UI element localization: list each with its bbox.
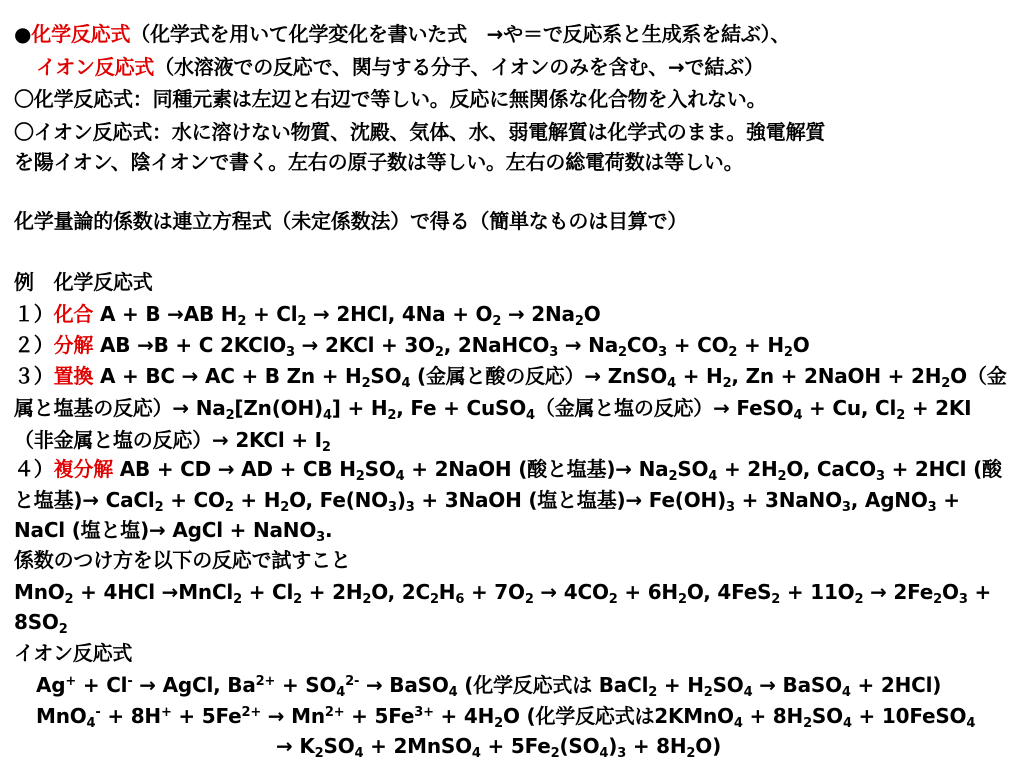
keyword-highlight: 置換 — [53, 364, 94, 388]
subscript: 2 — [803, 716, 812, 731]
subscript: 2 — [429, 592, 439, 607]
text-segment: + CO — [667, 333, 729, 357]
subscript: 2 — [618, 345, 627, 360]
text-segment: NaCl (塩と塩)→ AgCl + NaNO — [14, 518, 317, 542]
text-segment: O, 2C — [371, 580, 430, 604]
text-segment: イオン反応式 — [14, 641, 133, 665]
example-double-decomposition — [14, 457, 1010, 484]
text-segment: 〇イオン反応式：水に溶けない物質、沈殿、気体、水、弱電解質は化学式のまま。強電解質 — [14, 120, 826, 144]
subscript: 2 — [224, 500, 234, 515]
superscript: 2+ — [241, 705, 262, 720]
subscript: 2 — [314, 746, 324, 761]
text-segment: → 2Na — [501, 302, 575, 326]
subscript: 3 — [658, 345, 668, 360]
subscript: 4 — [708, 469, 718, 484]
text-segment: → 2Fe — [863, 580, 934, 604]
text-segment: ) — [608, 734, 618, 758]
superscript: 2- — [345, 674, 360, 689]
subscript: 2 — [854, 592, 864, 607]
example-substitution — [14, 364, 1010, 391]
subscript: 4 — [842, 716, 852, 731]
text-segment: O — [942, 580, 959, 604]
text-segment: + 2MnSO — [363, 734, 472, 758]
subscript: 2 — [492, 314, 502, 329]
text-segment: + H — [233, 488, 281, 512]
subscript: 4 — [322, 408, 332, 423]
text-segment: O — [792, 333, 810, 357]
text-segment: + 4H — [433, 704, 495, 728]
superscript: + — [65, 674, 77, 689]
text-segment: → 4CO — [533, 580, 609, 604]
text-segment: → Mn — [261, 704, 325, 728]
text-segment: + Cl — [246, 302, 298, 326]
text-segment: → 2HCl, 4Na + O — [306, 302, 493, 326]
text-segment: O) — [695, 734, 722, 758]
text-segment: + 5Fe — [344, 704, 415, 728]
text-segment: 〇化学反応式：同種元素は左辺と右辺で等しい。反応に無関係な化合物を入れない。 — [14, 87, 767, 111]
text-segment: A + BC → AC + B Zn + H — [93, 364, 362, 388]
example-heading — [14, 270, 1010, 294]
subscript: 2 — [728, 345, 738, 360]
text-segment: + 8H — [742, 704, 804, 728]
text-segment: SO — [370, 364, 402, 388]
keyword-highlight: 分解 — [53, 333, 94, 357]
text-segment: SO — [712, 673, 744, 697]
definition-chemical-equation — [14, 22, 1010, 46]
subscript: 3 — [549, 345, 559, 360]
text-segment: + CO — [163, 488, 225, 512]
text-segment: ２） — [14, 333, 54, 357]
text-segment: + H — [737, 333, 784, 357]
text-segment: + 5Fe — [171, 704, 242, 728]
subscript: 4 — [743, 685, 753, 700]
text-segment: + 2H — [302, 580, 363, 604]
text-segment: , AgNO — [850, 488, 928, 512]
superscript: + — [160, 705, 172, 720]
text-segment: MnO — [36, 704, 87, 728]
keyword-highlight: 複分解 — [53, 457, 114, 481]
subscript: 4 — [841, 685, 851, 700]
subscript: 4 — [471, 746, 481, 761]
text-segment: （化学式を用いて化学変化を書いた式 →や＝で反応系と生成系を結ぶ）、 — [130, 22, 791, 46]
subscript: 3 — [316, 530, 325, 545]
subscript: 4 — [401, 376, 411, 391]
text-segment: 化学量論的係数は連立方程式（未定係数法）で得る（簡単なものは目算で） — [14, 209, 688, 233]
subscript: 3 — [841, 500, 851, 515]
text-segment: 例 化学反応式 — [14, 270, 153, 294]
text-segment: + 3NaOH (塩と塩基)→ Fe(OH) — [414, 488, 727, 512]
subscript: 2 — [58, 622, 68, 637]
text-segment: H — [438, 580, 456, 604]
text-segment: + Cu, Cl — [802, 396, 897, 420]
subscript: 3 — [927, 500, 937, 515]
subscript: 2 — [933, 592, 943, 607]
example-double-decomposition-cont-2 — [14, 518, 1010, 545]
text-segment: (SO — [559, 734, 600, 758]
subscript: 2 — [524, 592, 534, 607]
text-segment: → BaSO — [359, 673, 449, 697]
subscript: 2 — [154, 500, 164, 515]
text-segment: CO — [626, 333, 659, 357]
text-segment: を陽イオン、陰イオンで書く。左右の原子数は等しい。左右の総電荷数は等しい。 — [14, 150, 744, 174]
subscript: 2 — [225, 408, 235, 423]
text-segment: ４） — [14, 457, 54, 481]
text-segment: + SO — [275, 673, 337, 697]
subscript: 6 — [455, 592, 465, 607]
text-segment: + 2KI — [905, 396, 972, 420]
text-segment: + 2HCl (酸 — [884, 457, 1002, 481]
example-substitution-cont-2 — [14, 428, 1010, 455]
text-segment: O（金 — [950, 364, 1007, 388]
subscript: 4 — [793, 408, 803, 423]
subscript: 2 — [550, 746, 560, 761]
text-segment: → 2KCl + 3O — [294, 333, 435, 357]
text-segment: + 11O — [780, 580, 855, 604]
subscript: 2 — [896, 408, 906, 423]
subscript: 2 — [574, 314, 584, 329]
superscript: - — [95, 705, 101, 720]
text-segment: MnO — [14, 580, 65, 604]
keyword-highlight: 化合 — [53, 302, 94, 326]
subscript: 2 — [362, 592, 372, 607]
text-segment: → BaSO — [752, 673, 842, 697]
superscript: 2+ — [255, 674, 276, 689]
text-segment: , 2NaHCO — [443, 333, 550, 357]
subscript: 2 — [777, 469, 787, 484]
text-segment: , Fe + CuSO — [396, 396, 527, 420]
text-segment: O, Fe(NO — [289, 488, 388, 512]
text-segment: + 4HCl →MnCl — [73, 580, 234, 604]
text-segment: + 10FeSO — [851, 704, 967, 728]
subscript: 2 — [608, 592, 618, 607]
text-segment: (化学反応式は BaCl — [457, 673, 649, 697]
text-segment: （水溶液での反応で、関与する分子、イオンのみを含む、→で結ぶ） — [154, 55, 764, 79]
text-segment: + 5Fe — [480, 734, 551, 758]
text-segment: （金属と塩の反応）→ FeSO — [534, 396, 794, 420]
subscript: 4 — [448, 685, 458, 700]
text-segment: → AgCl, Ba — [132, 673, 256, 697]
subscript: 4 — [733, 716, 743, 731]
subscript: 2 — [64, 592, 74, 607]
ionic-equation-heading — [14, 641, 1010, 665]
text-segment: + H — [675, 364, 723, 388]
text-segment: + Cl — [241, 580, 294, 604]
text-segment: + 3NaNO — [734, 488, 842, 512]
exercise-equations-cont — [14, 610, 1010, 637]
ionic-example-1 — [36, 673, 1024, 700]
rule-ionic-equation-continued — [14, 150, 1010, 174]
subscript: 2 — [703, 685, 713, 700]
subscript: 4 — [86, 716, 96, 731]
subscript: 2 — [648, 685, 658, 700]
text-segment: AB + CD → AD + CB H — [113, 457, 356, 481]
text-segment: ] + H — [331, 396, 388, 420]
text-segment: 係数のつけ方を以下の反応で試すこと — [14, 548, 351, 572]
example-combination — [14, 302, 1010, 329]
subscript: 2 — [293, 592, 303, 607]
text-segment: ) — [396, 488, 406, 512]
text-segment: + — [967, 580, 992, 604]
text-segment: + 2H — [717, 457, 778, 481]
exercise-equations — [14, 580, 1010, 607]
text-segment: + 8H — [100, 704, 161, 728]
keyword-highlight: イオン反応式 — [36, 55, 155, 79]
subscript: 2 — [280, 500, 290, 515]
text-segment: ３） — [14, 364, 54, 388]
text-segment: SO — [364, 457, 396, 481]
subscript: 3 — [617, 746, 627, 761]
subscript: 3 — [405, 500, 415, 515]
subscript: 2 — [668, 469, 678, 484]
text-segment: + Cl — [76, 673, 128, 697]
subscript: 2 — [722, 376, 732, 391]
definition-ionic-equation — [36, 55, 1024, 79]
subscript: 2 — [783, 345, 793, 360]
text-segment: + 6H — [617, 580, 678, 604]
subscript: 2 — [677, 592, 687, 607]
subscript: 4 — [395, 469, 405, 484]
subscript: 2 — [233, 592, 242, 607]
text-segment: → K — [276, 734, 315, 758]
example-decomposition — [14, 333, 1010, 360]
text-segment: （非金属と塩の反応）→ 2KCl + I — [14, 428, 322, 452]
subscript: 2 — [494, 716, 503, 731]
subscript: 4 — [966, 716, 976, 731]
text-segment: + H — [657, 673, 704, 697]
text-segment: + 7O — [464, 580, 525, 604]
text-segment: , Zn + 2NaOH + 2H — [731, 364, 942, 388]
text-segment: SO — [811, 704, 843, 728]
text-segment: (金属と酸の反応）→ ZnSO — [410, 364, 668, 388]
subscript: 2 — [941, 376, 951, 391]
text-segment: + — [936, 488, 960, 512]
text-segment: １） — [14, 302, 54, 326]
subscript: 4 — [526, 408, 535, 423]
subscript: 3 — [875, 469, 885, 484]
subscript: 3 — [387, 500, 397, 515]
text-segment: Ag — [36, 673, 66, 697]
subscript: 4 — [667, 376, 676, 391]
subscript: 2 — [297, 314, 307, 329]
subscript: 2 — [361, 376, 371, 391]
text-segment: 属と塩基の反応）→ Na — [14, 396, 226, 420]
text-segment: + 2HCl) — [850, 673, 942, 697]
text-segment: + 2NaOH (酸と塩基)→ Na — [404, 457, 669, 481]
text-segment: O, 4FeS — [686, 580, 772, 604]
subscript: 3 — [286, 345, 295, 360]
subscript: 2 — [771, 592, 781, 607]
superscript: 3+ — [414, 705, 434, 720]
example-substitution-cont-1 — [14, 396, 1010, 423]
subscript: 2 — [355, 469, 365, 484]
exercise-heading — [14, 548, 1010, 572]
example-double-decomposition-cont-1 — [14, 488, 1010, 515]
text-segment: AB →B + C 2KClO — [93, 333, 287, 357]
text-segment: [Zn(OH) — [234, 396, 323, 420]
text-segment: + 8H — [626, 734, 687, 758]
subscript: 2 — [686, 746, 696, 761]
text-segment: O — [583, 302, 601, 326]
text-segment: O (化学反応式は2KMnO — [502, 704, 734, 728]
ionic-example-2-cont — [276, 734, 1024, 761]
text-segment: と塩基)→ CaCl — [14, 488, 155, 512]
subscript: 3 — [958, 592, 968, 607]
text-segment: 8SO — [14, 610, 59, 634]
subscript: 4 — [354, 746, 364, 761]
superscript: 2+ — [324, 705, 345, 720]
keyword-highlight: 化学反応式 — [31, 22, 131, 46]
subscript: 2 — [237, 314, 247, 329]
subscript: 3 — [726, 500, 735, 515]
subscript: 2 — [387, 408, 397, 423]
subscript: 4 — [599, 746, 609, 761]
superscript: - — [127, 674, 133, 689]
subscript: 2 — [434, 345, 444, 360]
rule-chemical-equation — [14, 87, 1010, 111]
text-segment: ● — [14, 22, 32, 46]
text-segment: A + B →AB H — [93, 302, 238, 326]
stoichiometry-note — [14, 209, 1010, 233]
rule-ionic-equation — [14, 120, 1010, 144]
subscript: 4 — [336, 685, 346, 700]
text-segment: SO — [677, 457, 709, 481]
text-segment: O, CaCO — [786, 457, 876, 481]
text-segment: SO — [323, 734, 355, 758]
subscript: 2 — [321, 440, 331, 455]
text-segment: → Na — [558, 333, 619, 357]
text-segment: . — [324, 518, 333, 542]
ionic-example-2 — [36, 704, 1024, 731]
